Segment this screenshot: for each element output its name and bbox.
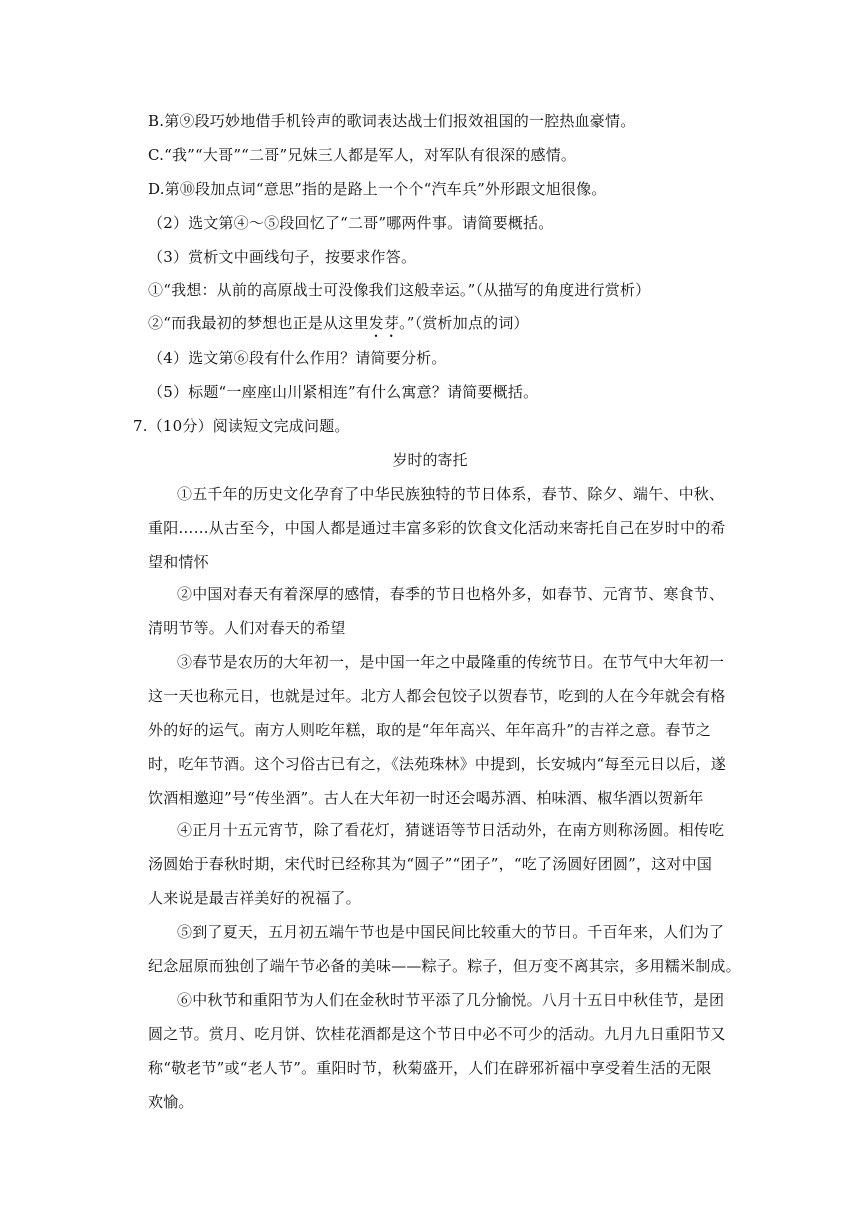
paragraph-1-line: ①五千年的历史文化孕育了中华民族独特的节日体系，春节、除夕、端午、中秋、 (177, 485, 725, 503)
option-b: B.第⑨段巧妙地借手机铃声的歌词表达战士们报效祖国的一腔热血豪情。 (148, 112, 636, 130)
paragraph-3-line: ③春节是农历的大年初一，是中国一年之中最隆重的传统节日。在节气中大年初一 (177, 653, 725, 671)
paragraph-3-line: 时，吃年节酒。这个习俗古已有之，《法苑珠林》中提到，长安城内“每至元日以后，遂 (148, 755, 726, 773)
option-d: D.第⑩段加点词“意思”指的是路上一个个“汽车兵”外形跟文旭很像。 (148, 180, 607, 198)
paragraph-1-line: 望和情怀 (148, 553, 209, 571)
paragraph-6-line: 称“敬老节”或“老人节”。重阳时节，秋菊盛开，人们在辟邪祈福中享受着生活的无限 (148, 1059, 712, 1077)
question-7-header: 7.（10分）阅读短文完成问题。 (133, 417, 350, 435)
paragraph-4-line: ④正月十五元宵节，除了看花灯，猜谜语等节日活动外，在南方则称汤圆。相传吃 (177, 821, 725, 839)
option-c: C.“我”“大哥”“二哥”兄妹三人都是军人，对军队有很深的感情。 (148, 146, 577, 164)
paragraph-4-line: 汤圆始于春秋时期，宋代时已经称其为“圆子”“团子”，“吃了汤圆好团圆”，这对中国 (148, 855, 713, 873)
subquestion-3-item-2 (148, 313, 529, 341)
paragraph-6-line: 欢愉。 (148, 1093, 194, 1111)
paragraph-3-line: 外的好的运气。南方人则吃年糕，取的是“年年高兴、年年高升”的吉祥之意。春节之 (148, 721, 711, 739)
paragraph-3-line: 饮酒相邀迎”号“传坐酒”。古人在大年初一时还会喝苏酒、柏味酒、椒华酒以贺新年 (148, 789, 704, 807)
paragraph-1-line: 重阳……从古至今，中国人都是通过丰富多彩的饮食文化活动来寄托自己在岁时中的希 (148, 519, 726, 537)
subquestion-3-item-1: ①“我想：从前的高原战士可没像我们这般幸运。”（从描写的角度进行赏析） (148, 281, 651, 299)
paragraph-2-line: ②中国对春天有着深厚的感情，春季的节日也格外多，如春节、元宵节、寒食节、 (177, 585, 725, 603)
subquestion-4: （4）选文第⑥段有什么作用？请简要分析。 (148, 349, 447, 367)
subquestion-3: （3）赏析文中画线句子，按要求作答。 (148, 248, 417, 266)
subquestion-5: （5）标题“一座座山川紧相连”有什么寓意？请简要概括。 (148, 383, 539, 401)
paragraph-6-line: 圆之节。赏月、吃月饼、饮桂花酒都是这个节日中必不可少的活动。九月九日重阳节又 (148, 1025, 726, 1043)
item-2-prefix: ②“而我最初的梦想也正是从这里 (148, 314, 369, 332)
paragraph-5-line: 纪念屈原而独创了端午节必备的美味——粽子。粽子，但万变不离其宗，多用糯米制成。 (148, 957, 741, 975)
paragraph-5-line: ⑤到了夏天，五月初五端午节也是中国民间比较重大的节日。千百年来，人们为了 (177, 923, 725, 941)
paragraph-2-line: 清明节等。人们对春天的希望 (148, 619, 346, 637)
emphasized-word: 发芽 (368, 314, 400, 332)
passage-title: 岁时的寄托 (392, 451, 468, 469)
item-2-suffix: 。”（赏析加点的词） (399, 314, 529, 332)
paragraph-6-line: ⑥中秋节和重阳节为人们在金秋时节平添了几分愉悦。八月十五日中秋佳节，是团 (177, 991, 725, 1009)
subquestion-2: （2）选文第④～⑤段回忆了“二哥”哪两件事。请简要概括。 (148, 214, 554, 232)
paragraph-4-line: 人来说是最吉祥美好的祝福了。 (148, 889, 361, 907)
paragraph-3-line: 这一天也称元日，也就是过年。北方人都会包饺子以贺春节，吃到的人在今年就会有格 (148, 687, 726, 705)
